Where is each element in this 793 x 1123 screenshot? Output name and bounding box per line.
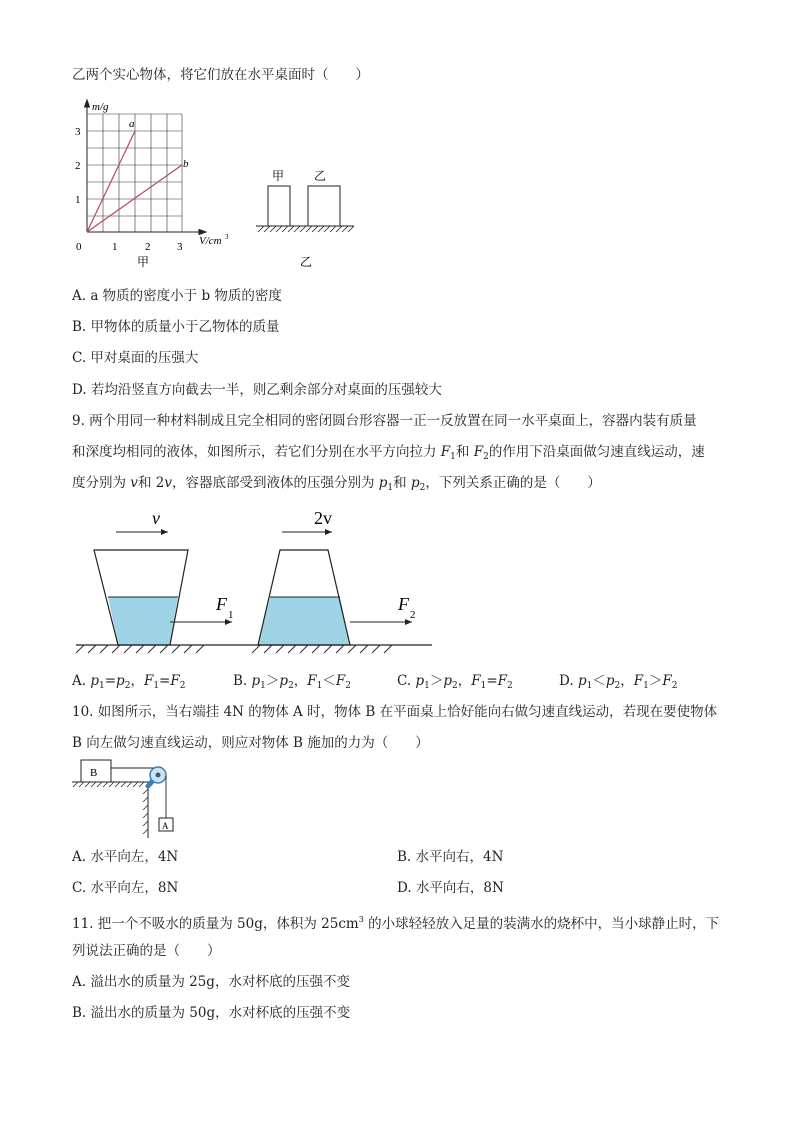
- q9-option-c[interactable]: C. $p_1>p_2$，$F_1=F_2$: [397, 673, 513, 691]
- q8-option-b[interactable]: B. 甲物体的质量小于乙物体的质量: [72, 319, 280, 335]
- right-speed-label: 2v: [314, 508, 332, 528]
- q9-stem-line2: 和深度均相同的液体，如图所示，若它们分别在水平方向拉力 $F_1$和 $F_2$的作用下沿桌面做匀速直线运动，速: [72, 444, 705, 462]
- blocks-caption: 乙: [300, 255, 313, 269]
- left-force-sub: 1: [228, 609, 234, 621]
- q10-option-c[interactable]: C. 水平向左，8N: [72, 880, 179, 896]
- q8-mass-volume-graph: [62, 96, 242, 276]
- table-hatch: [73, 782, 144, 787]
- y-tick: 2: [75, 160, 81, 172]
- left-speed-label: v: [152, 508, 160, 528]
- q8-option-a[interactable]: A. a 物质的密度小于 b 物质的密度: [72, 288, 282, 304]
- q10-stem-line2: B 向左做匀速直线运动，则应对物体 B 施加的力为（ ）: [72, 735, 429, 751]
- x-tick: 2: [145, 241, 151, 253]
- tabletop-hatch: [258, 226, 354, 232]
- y-tick: 1: [75, 194, 81, 206]
- q10-option-d[interactable]: D. 水平向右，8N: [397, 880, 504, 896]
- right-water: [258, 597, 350, 645]
- q8-blocks-figure: [252, 160, 362, 272]
- x-tick: 3: [177, 241, 183, 253]
- q11-option-a[interactable]: A. 溢出水的质量为 25g，水对杯底的压强不变: [72, 974, 350, 990]
- q10-option-b[interactable]: B. 水平向右，4N: [397, 849, 504, 865]
- right-force-label: F: [398, 594, 409, 614]
- q9-option-b[interactable]: B. $p_1>p_2$，$F_1<F_2$: [233, 673, 352, 691]
- block-a-label: A: [162, 821, 169, 831]
- line-b: [87, 165, 182, 232]
- block-yi-label: 乙: [314, 169, 327, 183]
- line-a-label: a: [129, 118, 135, 130]
- q9-option-d[interactable]: D. $p_1<p_2$，$F_1>F_2$: [559, 673, 678, 691]
- ground-hatch: [76, 645, 392, 653]
- block-jia: [268, 186, 290, 226]
- q8-option-d[interactable]: D. 若均沿竖直方向截去一半，则乙剩余部分对桌面的压强较大: [72, 382, 442, 398]
- x-axis-label-exp: 3: [225, 233, 229, 241]
- edge-hatch: [143, 789, 148, 834]
- graph-caption: 甲: [137, 255, 150, 269]
- x-tick: 0: [76, 241, 82, 253]
- q9-containers-figure: [70, 502, 440, 662]
- q11-option-b[interactable]: B. 溢出水的质量为 50g，水对杯底的压强不变: [72, 1005, 351, 1021]
- y-tick: 3: [75, 126, 81, 138]
- line-b-label: b: [183, 158, 189, 170]
- q9-option-a[interactable]: A. $p_1=p_2$，$F_1=F_2$: [72, 673, 186, 691]
- q10-stem-line1: 10. 如图所示，当右端挂 4N 的物体 A 时，物体 B 在平面桌上恰好能向右做匀速直线运动，若现在要使物体: [72, 704, 718, 720]
- y-axis-label: m/g: [92, 101, 109, 113]
- block-b-label: B: [90, 767, 98, 779]
- q11-stem-line2: 列说法正确的是（ ）: [72, 943, 221, 959]
- q8-stem-tail: 乙两个实心物体，将它们放在水平桌面时（ ）: [72, 67, 369, 83]
- line-a: [87, 131, 135, 232]
- right-force-sub: 2: [410, 609, 416, 621]
- x-axis-label: V/cm: [199, 235, 222, 247]
- q9-stem-line1: 9. 两个用同一种材料制成且完全相同的密闭圆台形容器一正一反放置在同一水平桌面上，容器内装有质量: [72, 413, 697, 429]
- x-tick: 1: [112, 241, 118, 253]
- left-water: [108, 597, 178, 645]
- q10-pulley-figure: [70, 756, 190, 840]
- block-yi: [308, 186, 340, 226]
- q8-option-c[interactable]: C. 甲对桌面的压强大: [72, 350, 199, 366]
- q10-option-a[interactable]: A. 水平向左，4N: [72, 849, 179, 865]
- q9-stem-line3: 度分别为 v和 2v，容器底部受到液体的压强分别为 $p_1$和 $p_2$，下列关系正确的是（ ）: [72, 475, 601, 493]
- left-force-label: F: [216, 594, 227, 614]
- pulley-axle: [156, 773, 161, 778]
- block-jia-label: 甲: [272, 169, 285, 183]
- q11-stem-line1: 11. 把一个不吸水的质量为 50g，体积为 $25cm^3$ 的小球轻轻放入足量的装满水的烧杯中，当小球静止时，下: [72, 915, 720, 932]
